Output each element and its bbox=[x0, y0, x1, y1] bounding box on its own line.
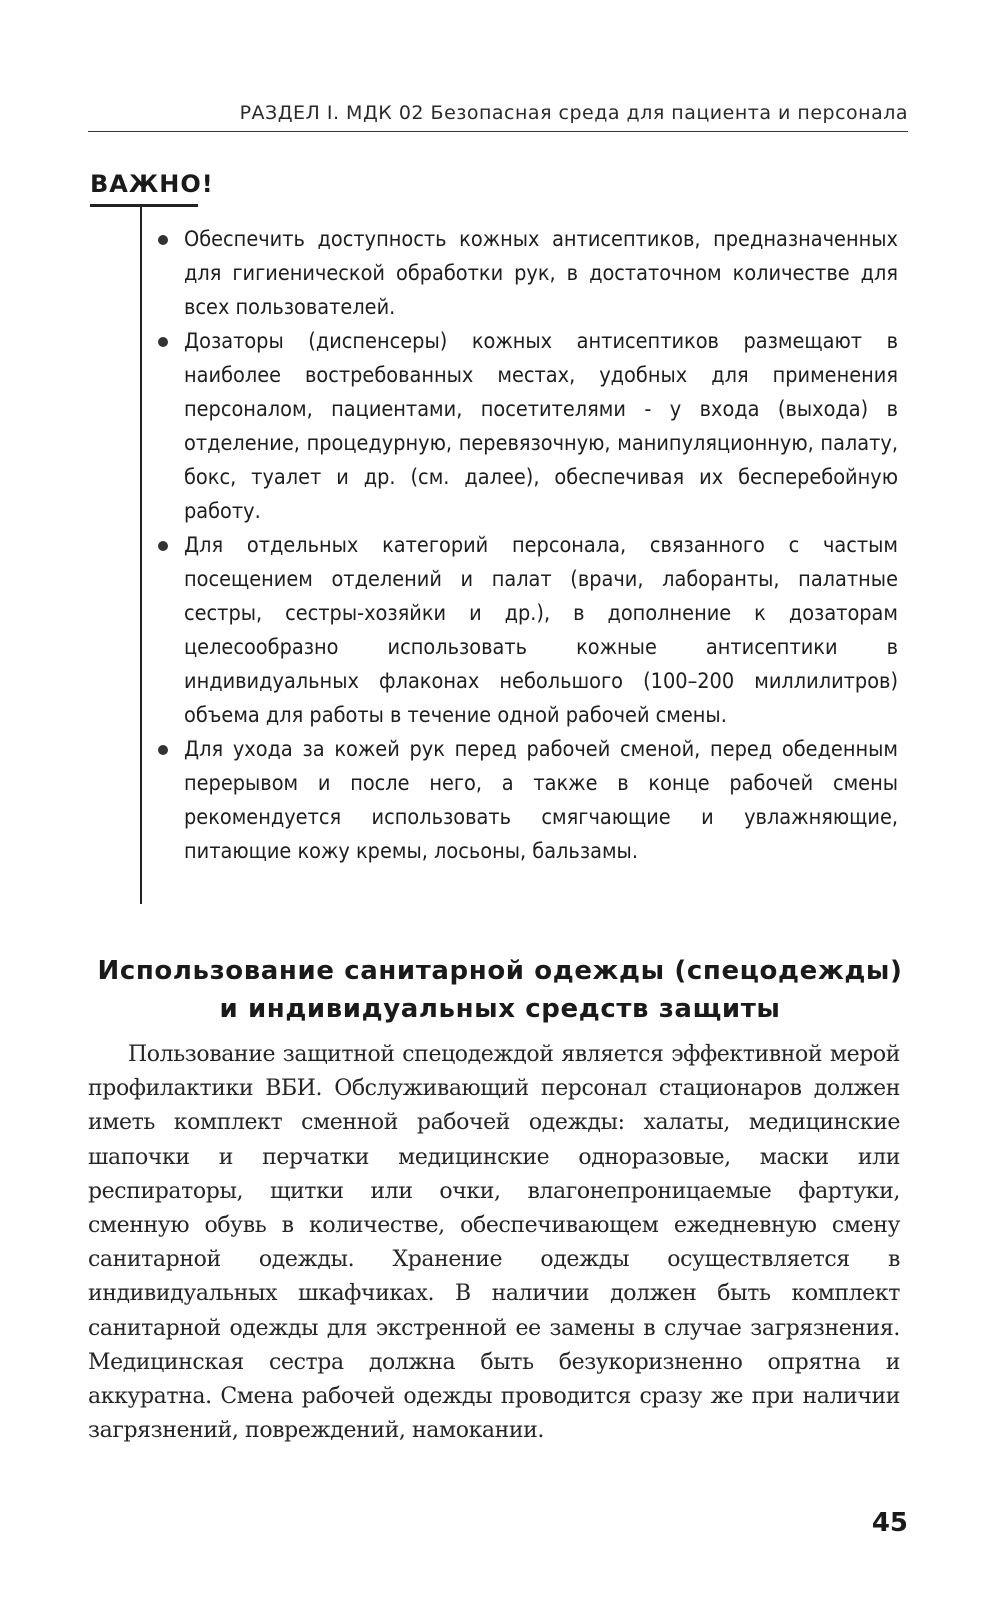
list-item-text: Для отдельных категорий персонала, связанного с частым посещением отделений и палат (врачи, лаборанты, палатные сестры, сестры-хозяйки и др.), в дополнение к дозаторам целесообразно использовать кожные антисептики в индивидуальных флаконах небольшого (100–200 миллилитров) объема для работы в течение одной рабочей смены. bbox=[184, 533, 898, 728]
important-title: ВАЖНО! bbox=[90, 170, 214, 198]
bullet-icon bbox=[158, 541, 168, 551]
important-side-bar bbox=[140, 204, 142, 904]
section-heading-line-2: и индивидуальных средств защиты bbox=[219, 994, 781, 1024]
list-item-text: Для ухода за кожей рук перед рабочей сменой, перед обеденным перерывом и после него, а также в конце рабочей смены рекомендуется использовать смягчающие и увлажняющие, питающие кожу кремы, лосьоны, бальзамы. bbox=[184, 737, 898, 864]
list-item bbox=[158, 223, 898, 325]
bullet-icon bbox=[158, 235, 168, 245]
page-number: 45 bbox=[871, 1508, 908, 1538]
running-head: РАЗДЕЛ I. МДК 02 Безопасная среда для пациента и персонала bbox=[239, 102, 908, 124]
important-list bbox=[158, 223, 898, 869]
list-item bbox=[158, 325, 898, 529]
list-item-text: Обеспечить доступность кожных антисептиков, предназначенных для гигиенической обработки рук, в достаточном количестве для всех пользователей. bbox=[184, 227, 898, 320]
list-item bbox=[158, 529, 898, 733]
header-rule bbox=[88, 131, 908, 132]
bullet-icon bbox=[158, 337, 168, 347]
list-item-text: Дозаторы (диспенсеры) кожных антисептиков размещают в наиболее востребованных местах, удобных для применения персоналом, пациентами, посетителями - у входа (выхода) в отделение, процедурную, перевязочную, манипуляционную, палату, бокс, туалет и др. (см. далее), обеспечивая их бесперебойную работу. bbox=[184, 329, 898, 524]
list-item bbox=[158, 733, 898, 869]
body-paragraph: Пользование защитной спецодеждой является эффективной мерой профилактики ВБИ. Обслуживающий персонал стационаров должен иметь комплект сменной рабочей одежды: халаты, медицинские шапочки и перчатки медицинские одноразовые, маски или респираторы, щитки или очки, влагонепроницаемые фартуки, сменную обувь в количестве, обеспечивающем ежедневную смену санитарной одежды. Хранение одежды осуществляется в индивидуальных шкафчиках. В наличии должен быть комплект санитарной одежды для экстренной ее замены в случае загрязнения. Медицинская сестра должна быть безукоризненно опрятна и аккуратна. Смена рабочей одежды проводится сразу же при наличии загрязнений, повреждений, намокании. bbox=[88, 1042, 900, 1444]
important-underline bbox=[90, 204, 198, 207]
section-heading bbox=[80, 952, 920, 1028]
section-heading-line-1: Использование санитарной одежды (спецодежды) bbox=[97, 956, 903, 986]
bullet-icon bbox=[158, 745, 168, 755]
